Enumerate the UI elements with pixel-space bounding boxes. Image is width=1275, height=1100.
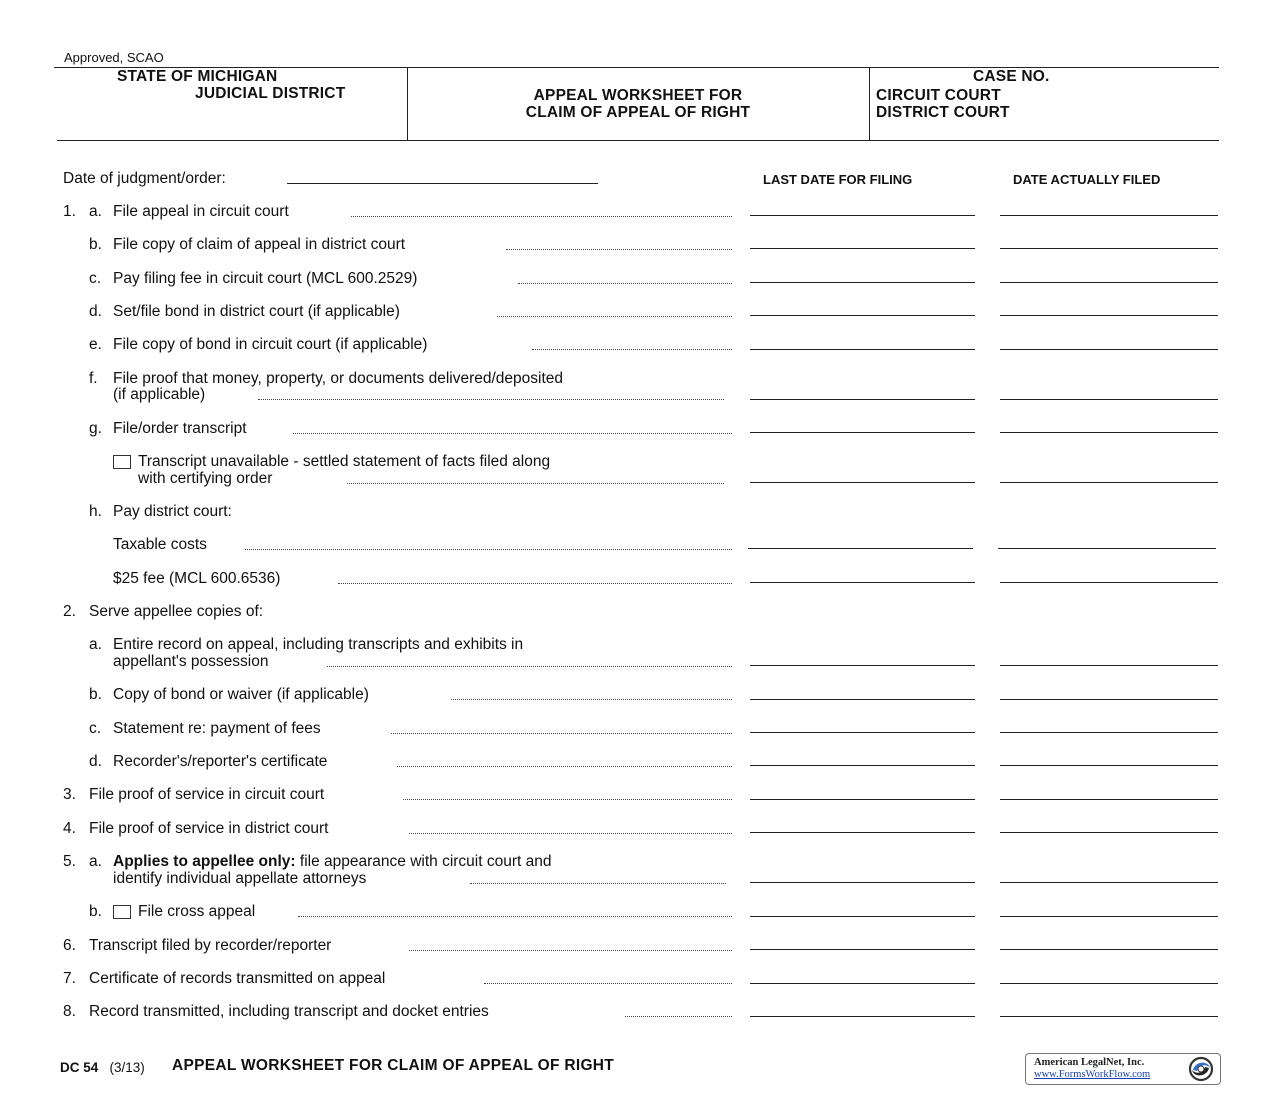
item-6-last-date-field[interactable] xyxy=(750,949,975,950)
item-2d-filed-date-field[interactable] xyxy=(1000,765,1218,766)
item-4-label: File proof of service in district court xyxy=(89,820,329,837)
item-number-8: 8. xyxy=(63,1003,76,1020)
taxable-costs-label: Taxable costs xyxy=(113,536,207,553)
leader-dots xyxy=(391,733,732,734)
item-number-6: 6. xyxy=(63,937,76,954)
item-1a-last-date-field[interactable] xyxy=(750,215,975,216)
item-6-filed-date-field[interactable] xyxy=(1000,949,1218,950)
leader-dots xyxy=(327,666,732,667)
item-3-label: File proof of service in circuit court xyxy=(89,786,325,803)
item-letter-1e: e. xyxy=(89,336,102,353)
item-number-3: 3. xyxy=(63,786,76,803)
item-1b-filed-date-field[interactable] xyxy=(1000,248,1218,249)
item-7-label: Certificate of records transmitted on appeal xyxy=(89,970,386,987)
leader-dots xyxy=(245,549,732,550)
item-1f-last-date-field[interactable] xyxy=(750,399,975,400)
item-1c-label: Pay filing fee in circuit court (MCL 600.2529) xyxy=(113,270,418,287)
item-1g-sub-last-date-field[interactable] xyxy=(750,482,975,483)
item-letter-1a: a. xyxy=(89,203,102,220)
state-label: STATE OF MICHIGAN xyxy=(117,68,278,85)
item-2a-last-date-field[interactable] xyxy=(750,665,975,666)
taxable-costs-last-date-field[interactable] xyxy=(748,548,973,549)
item-2d-last-date-field[interactable] xyxy=(750,765,975,766)
item-1d-last-date-field[interactable] xyxy=(750,315,975,316)
leader-dots xyxy=(409,833,732,834)
leader-dots xyxy=(506,249,732,250)
fee-label: $25 fee (MCL 600.6536) xyxy=(113,570,281,587)
fee-last-date-field[interactable] xyxy=(750,582,975,583)
item-5a-label-line1 xyxy=(113,853,551,870)
item-5b-filed-date-field[interactable] xyxy=(1000,916,1218,917)
item-number-5: 5. xyxy=(63,853,76,870)
leader-dots xyxy=(351,216,732,217)
judicial-district-label: JUDICIAL DISTRICT xyxy=(195,85,346,102)
leader-dots xyxy=(347,483,724,484)
item-letter-1d: d. xyxy=(89,303,102,320)
leader-dots xyxy=(497,316,732,317)
item-letter-1h: h. xyxy=(89,503,102,520)
item-8-last-date-field[interactable] xyxy=(750,1016,975,1017)
item-1h-label: Pay district court: xyxy=(113,503,232,520)
district-court-label: DISTRICT COURT xyxy=(876,104,1010,121)
item-letter-1g: g. xyxy=(89,420,102,437)
item-1f-filed-date-field[interactable] xyxy=(1000,399,1218,400)
leader-dots xyxy=(258,399,724,400)
item-4-last-date-field[interactable] xyxy=(750,832,975,833)
item-2a-label-line2: appellant's possession xyxy=(113,653,269,670)
item-1d-filed-date-field[interactable] xyxy=(1000,315,1218,316)
item-2a-filed-date-field[interactable] xyxy=(1000,665,1218,666)
form-revision: (3/13) xyxy=(109,1060,145,1075)
item-2b-filed-date-field[interactable] xyxy=(1000,699,1218,700)
item-1a-label: File appeal in circuit court xyxy=(113,203,289,220)
item-letter-2d: d. xyxy=(89,753,102,770)
item-letter-2c: c. xyxy=(89,720,102,737)
item-1b-label: File copy of claim of appeal in district court xyxy=(113,236,406,253)
leader-dots xyxy=(403,799,732,800)
item-letter-1b: b. xyxy=(89,236,102,253)
item-1c-last-date-field[interactable] xyxy=(750,282,975,283)
leader-dots xyxy=(298,916,732,917)
leader-dots xyxy=(532,349,732,350)
item-5a-text: file appearance with circuit court and xyxy=(295,853,552,870)
item-1e-last-date-field[interactable] xyxy=(750,349,975,350)
date-of-judgment-label: Date of judgment/order: xyxy=(63,170,226,187)
item-number-1: 1. xyxy=(63,203,76,220)
item-2d-label: Recorder's/reporter's certificate xyxy=(113,753,328,770)
cross-appeal-checkbox-icon[interactable] xyxy=(113,905,131,919)
publisher-name: American LegalNet, Inc. xyxy=(1034,1057,1145,1068)
item-1g-filed-date-field[interactable] xyxy=(1000,432,1218,433)
item-1e-label: File copy of bond in circuit court (if applicable) xyxy=(113,336,428,353)
item-4-filed-date-field[interactable] xyxy=(1000,832,1218,833)
item-1b-last-date-field[interactable] xyxy=(750,248,975,249)
item-5b-label: File cross appeal xyxy=(138,903,256,920)
header-bottom-rule xyxy=(57,140,1219,141)
leader-dots xyxy=(338,583,732,584)
item-1g-sub-filed-date-field[interactable] xyxy=(1000,482,1218,483)
item-letter-5a: a. xyxy=(89,853,102,870)
date-of-judgment-field[interactable] xyxy=(287,183,598,184)
appellee-only-note: Applies to appellee only: xyxy=(113,853,296,870)
item-8-filed-date-field[interactable] xyxy=(1000,1016,1218,1017)
last-date-column-header: LAST DATE FOR FILING xyxy=(763,172,913,187)
item-5a-label-line2: identify individual appellate attorneys xyxy=(113,870,367,887)
item-6-label: Transcript filed by recorder/reporter xyxy=(89,937,332,954)
item-number-2: 2. xyxy=(63,603,76,620)
item-5a-last-date-field[interactable] xyxy=(750,882,975,883)
publisher-logo[interactable] xyxy=(1025,1053,1221,1085)
item-1c-filed-date-field[interactable] xyxy=(1000,282,1218,283)
form-title-line1: APPEAL WORKSHEET FOR xyxy=(533,87,743,104)
item-2c-label: Statement re: payment of fees xyxy=(113,720,321,737)
leader-dots xyxy=(397,766,732,767)
item-3-last-date-field[interactable] xyxy=(750,799,975,800)
case-no-label: CASE NO. xyxy=(973,68,1050,85)
item-7-filed-date-field[interactable] xyxy=(1000,983,1218,984)
item-1g-last-date-field[interactable] xyxy=(750,432,975,433)
item-letter-1c: c. xyxy=(89,270,102,287)
item-2b-label: Copy of bond or waiver (if applicable) xyxy=(113,686,369,703)
form-title-line2: CLAIM OF APPEAL OF RIGHT xyxy=(525,104,751,121)
item-5a-filed-date-field[interactable] xyxy=(1000,882,1218,883)
taxable-costs-filed-date-field[interactable] xyxy=(998,548,1216,549)
transcript-unavailable-label-line1: Transcript unavailable - settled statement of facts filed along xyxy=(138,453,551,470)
leader-dots xyxy=(484,983,732,984)
footer-title: APPEAL WORKSHEET FOR CLAIM OF APPEAL OF RIGHT xyxy=(172,1057,615,1074)
leader-dots xyxy=(625,1016,732,1017)
leader-dots xyxy=(518,283,732,284)
item-1a-filed-date-field[interactable] xyxy=(1000,215,1218,216)
item-8-label: Record transmitted, including transcript and docket entries xyxy=(89,1003,489,1020)
item-3-filed-date-field[interactable] xyxy=(1000,799,1218,800)
leader-dots xyxy=(409,950,732,951)
item-letter-2b: b. xyxy=(89,686,102,703)
item-1e-filed-date-field[interactable] xyxy=(1000,349,1218,350)
form-code xyxy=(60,1060,145,1075)
item-letter-1f: f. xyxy=(89,370,98,387)
item-2-label: Serve appellee copies of: xyxy=(89,603,264,620)
date-filed-column-header: DATE ACTUALLY FILED xyxy=(1013,172,1161,187)
item-2a-label-line1: Entire record on appeal, including transcripts and exhibits in xyxy=(113,636,524,653)
item-5b-last-date-field[interactable] xyxy=(750,916,975,917)
leader-dots xyxy=(470,883,726,884)
item-letter-2a: a. xyxy=(89,636,102,653)
header-divider-right xyxy=(869,67,870,140)
publisher-link[interactable]: www.FormsWorkFlow.com xyxy=(1034,1069,1151,1080)
fee-filed-date-field[interactable] xyxy=(1000,582,1218,583)
approved-label: Approved, SCAO xyxy=(64,50,164,65)
transcript-unavailable-label-line2: with certifying order xyxy=(138,470,273,487)
item-2b-last-date-field[interactable] xyxy=(750,699,975,700)
circuit-court-label: CIRCUIT COURT xyxy=(876,87,1001,104)
item-1g-label: File/order transcript xyxy=(113,420,247,437)
leader-dots xyxy=(293,433,732,434)
item-number-4: 4. xyxy=(63,820,76,837)
item-2c-last-date-field[interactable] xyxy=(750,732,975,733)
item-letter-5b: b. xyxy=(89,903,102,920)
item-1d-label: Set/file bond in district court (if applicable) xyxy=(113,303,400,320)
transcript-unavailable-checkbox-icon[interactable] xyxy=(113,455,131,469)
item-2c-filed-date-field[interactable] xyxy=(1000,732,1218,733)
swirl-logo-icon xyxy=(1183,1055,1217,1083)
item-1f-label-line1: File proof that money, property, or documents delivered/deposited xyxy=(113,370,564,387)
leader-dots xyxy=(451,699,732,700)
form-number: DC 54 xyxy=(60,1060,99,1075)
item-7-last-date-field[interactable] xyxy=(750,983,975,984)
item-number-7: 7. xyxy=(63,970,76,987)
item-1f-label-line2: (if applicable) xyxy=(113,386,206,403)
